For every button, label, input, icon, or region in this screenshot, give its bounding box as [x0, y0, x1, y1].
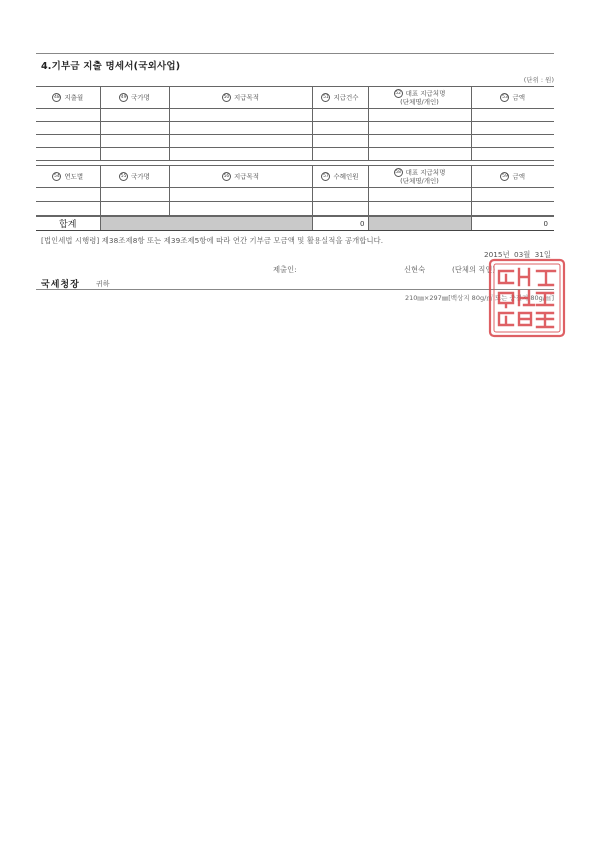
- yearly-expense-table: [36, 165, 554, 216]
- header-beneficiaries: 57 수혜인원: [312, 166, 368, 188]
- paper-spec: 210㎜×297㎜[백상지 80g/㎡ 또는 중질지 80g/㎡]: [404, 294, 554, 302]
- recipient-suffix: 귀하: [96, 280, 110, 288]
- circled-number: 53: [502, 95, 508, 100]
- header-year: 54 연도별: [36, 166, 100, 188]
- circled-number: 54: [53, 174, 60, 179]
- circled-number: 51: [323, 95, 329, 100]
- table-header-row: [36, 87, 554, 109]
- table-header-row: [36, 166, 554, 188]
- total-count: 0: [312, 217, 368, 231]
- table-row: [36, 188, 554, 202]
- header-recipient: 52 대표 지급처명 (단체명/개인): [368, 87, 471, 109]
- table-row: [36, 135, 554, 148]
- unit-label: (단위 : 원): [523, 76, 554, 84]
- header-country: 49 국가명: [100, 87, 169, 109]
- total-label: 합계: [36, 217, 100, 231]
- submission-date: 2015년 03월 31일: [484, 250, 551, 259]
- total-amount: 0: [471, 217, 554, 231]
- circled-number: 59: [502, 174, 508, 179]
- table-row: [36, 122, 554, 135]
- circled-number: 57: [323, 174, 329, 179]
- official-seal-stamp: [487, 257, 567, 339]
- circled-number: 50: [223, 95, 230, 100]
- submitter-seal-note: (단체의 직인): [452, 265, 496, 274]
- header-country: 55 국가명: [100, 166, 169, 188]
- header-amount: 59 금액: [471, 166, 554, 188]
- header-payment-count: 51 지급건수: [312, 87, 368, 109]
- circled-number: 49: [120, 95, 127, 100]
- bottom-rule: [36, 289, 554, 290]
- total-shaded-cell: [100, 217, 312, 231]
- submitter-label: 제출인:: [273, 265, 297, 274]
- table-row: [36, 148, 554, 161]
- circled-number: 56: [223, 174, 230, 179]
- header-purpose: 50 지급목적: [169, 87, 312, 109]
- total-shaded-cell: [368, 217, 471, 231]
- circled-number: 48: [53, 95, 60, 100]
- top-rule: [36, 53, 554, 54]
- circled-number: 58: [395, 170, 401, 175]
- circled-number: 55: [120, 174, 127, 179]
- overseas-expense-table: [36, 86, 554, 161]
- header-recipient: 58 대표 지급처명 (단체명/개인): [368, 166, 471, 188]
- table-row: [36, 202, 554, 216]
- submitter-name: 신현숙: [404, 265, 426, 274]
- table-row: [36, 109, 554, 122]
- header-expense-month: 48 지출월: [36, 87, 100, 109]
- circled-number: 52: [395, 91, 401, 96]
- form-title: 4.기부금 지출 명세서(국외사업): [41, 61, 181, 72]
- header-amount: 53 금액: [471, 87, 554, 109]
- total-row: [36, 216, 554, 231]
- legal-note: [법인세법 시행령] 제38조제8항 또는 제39조제5항에 따라 연간 기부금 모금액 및 활용실적을 공개합니다.: [41, 236, 384, 245]
- recipient-name: 국세청장: [41, 280, 80, 290]
- header-purpose: 56 지급목적: [169, 166, 312, 188]
